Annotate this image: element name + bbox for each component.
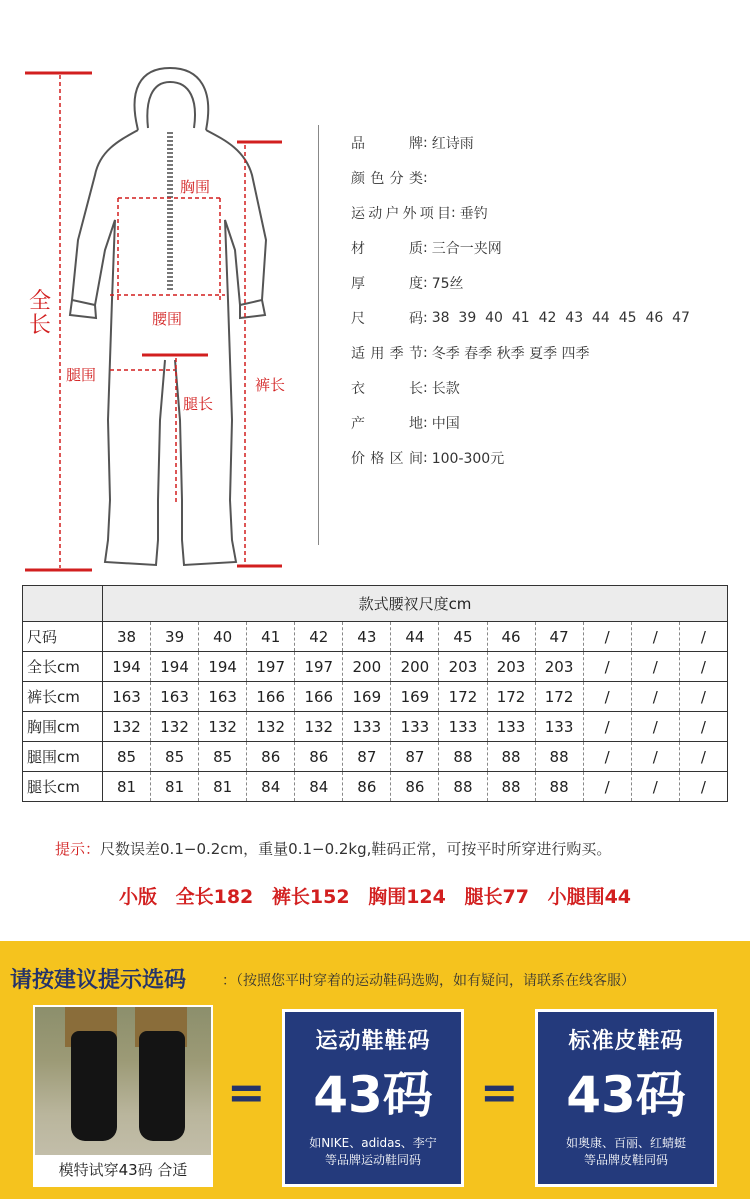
equals-sign: = xyxy=(480,1065,519,1119)
table-cell: 88 xyxy=(439,772,487,802)
waist-label: 腰围 xyxy=(152,310,183,328)
table-cell: / xyxy=(679,622,727,652)
table-cell: / xyxy=(583,652,631,682)
box-title: 运动鞋鞋码 xyxy=(315,1029,431,1054)
table-cell: 86 xyxy=(295,742,343,772)
spec-row: 材 质 : 三合一夹网 xyxy=(351,239,502,257)
box-note xyxy=(538,1135,714,1169)
table-cell: 169 xyxy=(343,682,391,712)
table-cell: 132 xyxy=(199,712,247,742)
table-cell: / xyxy=(679,742,727,772)
pants-length-label: 裤长 xyxy=(255,376,286,394)
spec-row: 衣 长 : 长款 xyxy=(351,379,460,397)
row-label: 腿围cm xyxy=(23,742,103,772)
spec-value: 长款 xyxy=(431,380,460,397)
spec-key: 价格区间 xyxy=(351,450,423,467)
spec-value: 100-300元 xyxy=(431,450,505,467)
table-row xyxy=(23,742,728,772)
table-cell: 163 xyxy=(199,682,247,712)
table-cell: 88 xyxy=(439,742,487,772)
table-cell: 166 xyxy=(295,682,343,712)
table-row xyxy=(23,652,728,682)
table-cell: 44 xyxy=(391,622,439,652)
leg-length-label: 腿长 xyxy=(183,395,214,413)
spec-row: 厚 度 : 75丝 xyxy=(351,274,464,292)
table-row xyxy=(23,622,728,652)
spec-row: 产 地 : 中国 xyxy=(351,414,460,432)
banner-note: ：（按照您平时穿着的运动鞋码选购，如有疑问，请联系在线客服） xyxy=(222,973,635,989)
table-cell: 172 xyxy=(487,682,535,712)
tip-text: 尺数误差0.1−0.2cm，重量0.1−0.2kg,鞋码正常，可按平时所穿进行购买。 xyxy=(100,840,612,858)
table-cell: / xyxy=(631,742,679,772)
small-version-sizes xyxy=(0,882,750,909)
box-note xyxy=(285,1135,461,1169)
table-cell: 88 xyxy=(487,742,535,772)
spec-key: 衣 长 xyxy=(351,380,423,397)
table-cell: 133 xyxy=(391,712,439,742)
box-note-line: 等品牌皮鞋同码 xyxy=(583,1153,668,1167)
table-cell: 132 xyxy=(151,712,199,742)
small-version-item: 胸围124 xyxy=(368,886,446,908)
chest-label: 胸围 xyxy=(180,178,211,196)
spec-row: 颜色分类 : xyxy=(351,169,428,187)
table-cell: 203 xyxy=(535,652,583,682)
size-tip xyxy=(55,838,611,859)
table-cell: 85 xyxy=(103,742,151,772)
table-cell: 88 xyxy=(535,772,583,802)
table-cell: / xyxy=(631,712,679,742)
table-cell: / xyxy=(583,682,631,712)
boot-shape xyxy=(139,1031,185,1141)
wader-size-figure xyxy=(0,0,320,580)
table-cell: / xyxy=(679,682,727,712)
table-cell: 86 xyxy=(343,772,391,802)
row-label: 胸围cm xyxy=(23,712,103,742)
spec-key: 适用季节 xyxy=(351,345,423,362)
banner-title: 请按建议提示选码 xyxy=(10,968,187,993)
table-cell: 132 xyxy=(247,712,295,742)
table-cell: 86 xyxy=(247,742,295,772)
table-cell: 43 xyxy=(343,622,391,652)
table-cell: / xyxy=(631,772,679,802)
table-cell: 133 xyxy=(487,712,535,742)
spec-row: 尺 码 : 38 39 40 41 42 43 44 45 46 47 xyxy=(351,309,690,327)
sports-shoe-size-box xyxy=(282,1009,464,1187)
table-cell: 163 xyxy=(103,682,151,712)
model-boots-photo xyxy=(33,1005,213,1187)
spec-value: 冬季 春季 秋季 夏季 四季 xyxy=(431,345,590,362)
table-cell: 133 xyxy=(343,712,391,742)
table-cell: / xyxy=(583,772,631,802)
table-cell: 81 xyxy=(103,772,151,802)
table-row xyxy=(23,712,728,742)
table-cell: 47 xyxy=(535,622,583,652)
thigh-label: 腿围 xyxy=(66,366,97,384)
table-cell: 38 xyxy=(103,622,151,652)
table-cell: 194 xyxy=(151,652,199,682)
table-cell: / xyxy=(583,712,631,742)
table-cell: 85 xyxy=(199,742,247,772)
spec-row: 适用季节 : 冬季 春季 秋季 夏季 四季 xyxy=(351,344,590,362)
spec-value: 红诗雨 xyxy=(431,135,474,152)
table-cell: 133 xyxy=(439,712,487,742)
table-cell: 194 xyxy=(199,652,247,682)
table-cell: 39 xyxy=(151,622,199,652)
table-cell: 84 xyxy=(295,772,343,802)
box-value: 43码 xyxy=(566,1066,686,1124)
spec-value: 三合一夹网 xyxy=(431,240,502,257)
product-spec-list xyxy=(318,125,738,545)
table-cell: / xyxy=(631,622,679,652)
row-label: 裤长cm xyxy=(23,682,103,712)
box-note-line: 等品牌运动鞋同码 xyxy=(324,1153,421,1167)
table-cell: 41 xyxy=(247,622,295,652)
row-label: 全长cm xyxy=(23,652,103,682)
model-caption: 模特试穿43码 合适 xyxy=(35,1155,211,1185)
box-title: 标准皮鞋码 xyxy=(568,1029,684,1054)
table-cell: / xyxy=(679,772,727,802)
spec-key: 品 牌 xyxy=(351,135,423,152)
size-table-header xyxy=(23,586,728,622)
table-cell: 42 xyxy=(295,622,343,652)
table-cell: 87 xyxy=(391,742,439,772)
leather-shoe-size-box xyxy=(535,1009,717,1187)
table-cell: / xyxy=(679,652,727,682)
small-version-item: 全长182 xyxy=(175,886,254,908)
table-cell: 132 xyxy=(295,712,343,742)
row-label: 尺码 xyxy=(23,622,103,652)
spec-key: 运动户外项目 xyxy=(351,205,451,222)
table-row xyxy=(23,682,728,712)
spec-value: 垂钓 xyxy=(459,205,488,222)
table-cell: 46 xyxy=(487,622,535,652)
table-cell: 86 xyxy=(391,772,439,802)
box-value: 43码 xyxy=(313,1066,433,1124)
table-cell: 197 xyxy=(247,652,295,682)
table-cell: 81 xyxy=(199,772,247,802)
table-cell: 203 xyxy=(439,652,487,682)
table-cell: 200 xyxy=(391,652,439,682)
spec-key: 尺 码 xyxy=(351,310,423,327)
table-row xyxy=(23,772,728,802)
table-cell: / xyxy=(631,652,679,682)
spec-key: 材 质 xyxy=(351,240,423,257)
table-cell: 85 xyxy=(151,742,199,772)
box-note-line: 如NIKE、adidas、李宁 xyxy=(309,1136,437,1150)
size-advice-banner xyxy=(0,941,750,1199)
table-cell: 194 xyxy=(103,652,151,682)
table-cell: 163 xyxy=(151,682,199,712)
table-cell: 166 xyxy=(247,682,295,712)
table-cell: 200 xyxy=(343,652,391,682)
spec-value: 75丝 xyxy=(431,275,464,292)
table-cell: 197 xyxy=(295,652,343,682)
table-cell: 203 xyxy=(487,652,535,682)
table-cell: 40 xyxy=(199,622,247,652)
spec-value: 中国 xyxy=(431,415,460,432)
table-cell: 81 xyxy=(151,772,199,802)
spec-row: 价格区间 : 100-300元 xyxy=(351,449,505,467)
small-version-item: 小腿围44 xyxy=(547,886,632,908)
table-cell: 88 xyxy=(535,742,583,772)
table-corner xyxy=(23,586,103,622)
equals-sign: = xyxy=(227,1065,266,1119)
spec-key: 产 地 xyxy=(351,415,423,432)
table-cell: 84 xyxy=(247,772,295,802)
table-cell: 172 xyxy=(439,682,487,712)
table-cell: 133 xyxy=(535,712,583,742)
table-cell: 132 xyxy=(103,712,151,742)
small-version-item: 小版 xyxy=(118,886,157,908)
table-cell: 169 xyxy=(391,682,439,712)
box-note-line: 如奥康、百丽、红蜻蜓 xyxy=(565,1136,686,1150)
table-cell: 172 xyxy=(535,682,583,712)
table-cell: 45 xyxy=(439,622,487,652)
table-cell: / xyxy=(679,712,727,742)
small-version-item: 裤长152 xyxy=(271,886,350,908)
spec-row: 品 牌 : 红诗雨 xyxy=(351,134,474,152)
spec-value: 38 39 40 41 42 43 44 45 46 47 xyxy=(431,309,690,326)
spec-key: 颜色分类 xyxy=(351,170,423,187)
table-cell: / xyxy=(631,682,679,712)
table-cell: / xyxy=(583,622,631,652)
boot-shape xyxy=(71,1031,117,1141)
size-table-title: 款式腰衩尺度cm xyxy=(103,586,728,622)
spec-key: 厚 度 xyxy=(351,275,423,292)
full-length-label: 全长 xyxy=(28,289,51,338)
tip-label: 提示： xyxy=(55,840,101,858)
spec-row: 运动户外项目 : 垂钓 xyxy=(351,204,488,222)
size-table xyxy=(22,585,728,802)
small-version-item: 腿长77 xyxy=(464,886,529,908)
table-cell: / xyxy=(583,742,631,772)
table-cell: 88 xyxy=(487,772,535,802)
row-label: 腿长cm xyxy=(23,772,103,802)
table-cell: 87 xyxy=(343,742,391,772)
